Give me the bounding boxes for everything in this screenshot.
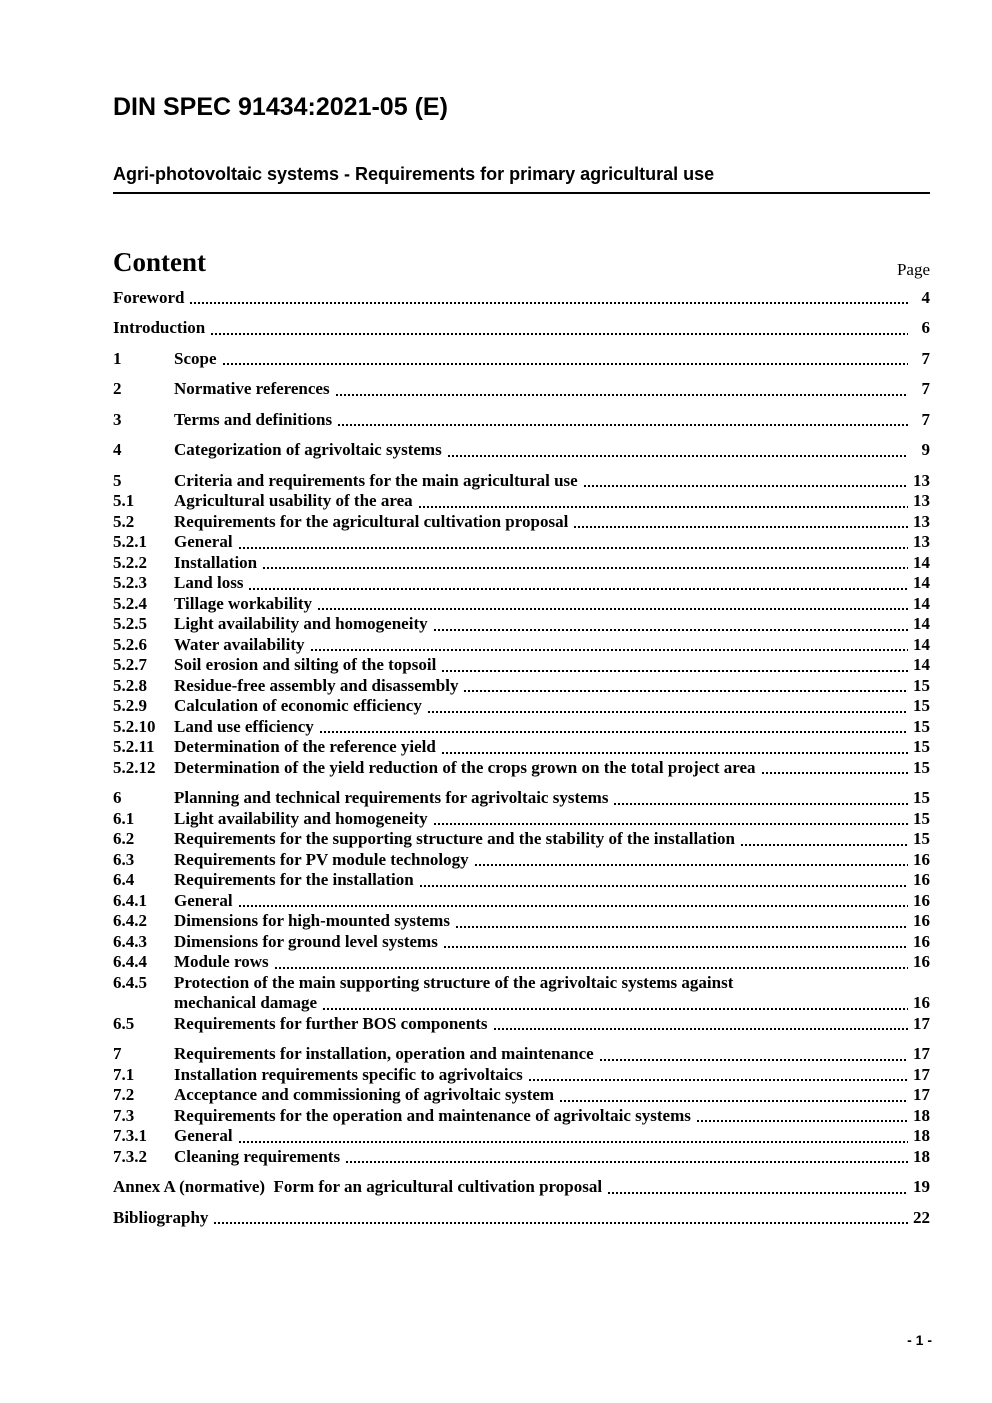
toc-row	[113, 911, 930, 932]
toc-heading: Content	[113, 246, 206, 277]
toc-leader-dots	[762, 772, 908, 774]
toc-entry-number: 5.2.6	[113, 634, 147, 654]
toc-entry-number: 7.3	[113, 1105, 135, 1125]
toc-entry-title: Protection of the main supporting structure of the agrivoltaic systems against	[174, 972, 734, 992]
toc-leader-dots	[190, 302, 908, 304]
toc-entry-page: 16	[913, 952, 930, 972]
toc-entry-title: General	[174, 532, 233, 552]
toc-leader-dots	[560, 1100, 908, 1102]
toc-row	[113, 891, 930, 912]
toc-entry-title: Introduction	[113, 318, 206, 338]
toc-entry-page: 13	[913, 511, 930, 531]
toc-row	[113, 932, 930, 953]
toc-leader-dots	[444, 946, 908, 948]
toc-entry-title: Installation requirements specific to agrivoltaics	[174, 1064, 523, 1084]
toc-entry-page: 9	[921, 440, 930, 460]
toc-row	[113, 1177, 930, 1198]
toc-leader-dots	[420, 885, 908, 887]
toc-entry-page: 7	[921, 409, 930, 429]
toc-entry-number: 6.4.4	[113, 952, 147, 972]
toc-entry-number: 5	[113, 470, 122, 490]
toc-row	[113, 440, 930, 461]
toc-entry-title: Scope	[174, 348, 217, 368]
toc-entry-page: 16	[913, 890, 930, 910]
toc-row	[113, 635, 930, 656]
document-title: DIN SPEC 91434:2021-05 (E)	[113, 93, 448, 121]
toc-row	[113, 870, 930, 891]
toc-row	[113, 553, 930, 574]
toc-entry-page: 15	[913, 737, 930, 757]
toc-entry-number: 5.2.5	[113, 614, 147, 634]
toc-row	[113, 696, 930, 717]
toc-row	[113, 788, 930, 809]
toc-entry-number: 5.2.9	[113, 696, 147, 716]
toc-entry-page: 14	[913, 614, 930, 634]
toc-row	[113, 1044, 930, 1065]
toc-entry-title: Determination of the reference yield	[174, 737, 436, 757]
toc-row	[113, 717, 930, 738]
toc-entry-page: 15	[913, 788, 930, 808]
page-column-label: Page	[896, 259, 930, 279]
toc-entry-number: 7	[113, 1044, 122, 1064]
toc-entry-number: 7.2	[113, 1085, 135, 1105]
toc-entry-number: 6.2	[113, 829, 135, 849]
toc-leader-dots	[608, 1192, 908, 1194]
toc-entry-page: 19	[913, 1177, 930, 1197]
toc-row	[113, 491, 930, 512]
toc-entry-page: 14	[913, 634, 930, 654]
toc-leader-dots	[239, 1141, 908, 1143]
toc-entry-page: 6	[921, 318, 930, 338]
toc-entry-number: 5.2.12	[113, 757, 156, 777]
toc-leader-dots	[239, 905, 908, 907]
toc-leader-dots	[263, 567, 908, 569]
toc-leader-dots	[346, 1161, 908, 1163]
toc-entry-title: Requirements for the supporting structure and the stability of the installation	[174, 829, 736, 849]
toc-list	[113, 288, 930, 1229]
toc-entry-title: Cleaning requirements	[174, 1146, 341, 1166]
toc-entry-title: Dimensions for high-mounted systems	[174, 911, 450, 931]
toc-row	[113, 737, 930, 758]
toc-entry-number: 5.2.4	[113, 593, 147, 613]
toc-leader-dots	[239, 547, 908, 549]
toc-row	[113, 952, 930, 973]
toc-row	[113, 1106, 930, 1127]
toc-entry-page: 17	[913, 1013, 930, 1033]
toc-entry-page: 17	[913, 1064, 930, 1084]
toc-entry-title: Bibliography	[113, 1207, 209, 1227]
toc-entry-number: 5.2.7	[113, 655, 147, 675]
toc-row	[113, 809, 930, 830]
toc-entry-page: 17	[913, 1085, 930, 1105]
toc-entry-title: Water availability	[174, 634, 305, 654]
toc-entry-number: 7.3.1	[113, 1126, 147, 1146]
toc-entry-title: General	[174, 1126, 233, 1146]
toc-row	[113, 379, 930, 400]
toc-row	[113, 1147, 930, 1168]
toc-row	[113, 1085, 930, 1106]
toc-entry-number: 7.1	[113, 1064, 135, 1084]
toc-entry-page: 16	[913, 993, 930, 1013]
toc-entry-title: Requirements for the installation	[174, 870, 414, 890]
toc-entry-title: General	[174, 890, 233, 910]
toc-row	[113, 1126, 930, 1147]
toc-entry-title: Terms and definitions	[174, 409, 333, 429]
toc-entry-title: Foreword	[113, 287, 185, 307]
toc-entry-number: 6.3	[113, 849, 135, 869]
toc-leader-dots	[614, 803, 908, 805]
toc-entry-number: 6.4.1	[113, 890, 147, 910]
toc-row	[113, 532, 930, 553]
toc-row	[113, 288, 930, 309]
toc-leader-dots	[442, 752, 908, 754]
toc-leader-dots	[428, 711, 908, 713]
toc-entry-page: 15	[913, 675, 930, 695]
toc-entry-page: 14	[913, 593, 930, 613]
toc-row	[113, 1208, 930, 1229]
toc-row	[113, 655, 930, 676]
toc-entry-number: 5.2.11	[113, 737, 155, 757]
toc-entry-title: Residue-free assembly and disassembly	[174, 675, 459, 695]
toc-leader-dots	[584, 485, 908, 487]
toc-leader-dots	[456, 926, 908, 928]
toc-leader-dots	[214, 1222, 908, 1224]
toc-leader-dots	[419, 506, 908, 508]
toc-entry-title: Acceptance and commissioning of agrivoltaic system	[174, 1085, 555, 1105]
toc-entry-page: 14	[913, 573, 930, 593]
toc-entry-page: 16	[913, 911, 930, 931]
toc-row	[113, 410, 930, 431]
toc-entry-number: 6	[113, 788, 122, 808]
toc-entry-title: Determination of the yield reduction of the crops grown on the total project area	[174, 757, 756, 777]
toc-leader-dots	[320, 731, 908, 733]
toc-entry-title: Light availability and homogeneity	[174, 614, 428, 634]
toc-leader-dots	[448, 455, 908, 457]
toc-entry-title: Requirements for the operation and maintenance of agrivoltaic systems	[174, 1105, 691, 1125]
toc-entry-number: 5.2	[113, 511, 135, 531]
toc-leader-dots	[249, 588, 908, 590]
toc-entry-page: 14	[913, 655, 930, 675]
toc-entry-title: Requirements for installation, operation and maintenance	[174, 1044, 594, 1064]
document-subtitle: Agri-photovoltaic systems - Requirements for primary agricultural use	[113, 164, 930, 194]
toc-entry-title: Categorization of agrivoltaic systems	[174, 440, 442, 460]
toc-entry-page: 15	[913, 757, 930, 777]
toc-leader-dots	[323, 1008, 908, 1010]
toc-leader-dots	[697, 1120, 908, 1122]
toc-entry-number: 3	[113, 409, 122, 429]
toc-row	[113, 973, 930, 994]
toc-entry-title: Planning and technical requirements for agrivoltaic systems	[174, 788, 609, 808]
toc-entry-page: 16	[913, 870, 930, 890]
toc-row	[113, 594, 930, 615]
toc-row	[113, 1014, 930, 1035]
toc-entry-title: Dimensions for ground level systems	[174, 931, 438, 951]
toc-entry-number: 5.2.10	[113, 716, 156, 736]
toc-entry-page: 7	[921, 379, 930, 399]
toc-entry-number: 5.2.3	[113, 573, 147, 593]
toc-leader-dots	[223, 363, 909, 365]
toc-leader-dots	[464, 690, 908, 692]
toc-leader-dots	[600, 1059, 908, 1061]
toc-entry-number: 5.2.2	[113, 552, 147, 572]
toc-row	[113, 1065, 930, 1086]
toc-entry-title: Requirements for further BOS components	[174, 1013, 488, 1033]
document-content	[113, 92, 930, 1228]
toc-row	[113, 471, 930, 492]
toc-entry-number: 2	[113, 379, 122, 399]
toc-leader-dots	[311, 649, 909, 651]
toc-row	[113, 758, 930, 779]
toc-entry-page: 13	[913, 491, 930, 511]
toc-row	[113, 850, 930, 871]
toc-entry-title: Annex A (normative) Form for an agricultural cultivation proposal	[113, 1177, 603, 1197]
toc-row	[113, 318, 930, 339]
toc-entry-number: 6.4.5	[113, 972, 147, 992]
toc-entry-number: 6.5	[113, 1013, 135, 1033]
toc-entry-number: 5.1	[113, 491, 135, 511]
toc-entry-title: Soil erosion and silting of the topsoil	[174, 655, 437, 675]
toc-entry-page: 7	[921, 348, 930, 368]
toc-entry-page: 13	[913, 470, 930, 490]
toc-entry-number: 4	[113, 440, 122, 460]
toc-entry-page: 18	[913, 1146, 930, 1166]
toc-entry-page: 13	[913, 532, 930, 552]
toc-entry-page: 4	[921, 287, 930, 307]
toc-entry-page: 16	[913, 849, 930, 869]
toc-leader-dots	[434, 823, 908, 825]
toc-row	[113, 573, 930, 594]
toc-row	[113, 512, 930, 533]
toc-entry-page: 15	[913, 716, 930, 736]
toc-leader-dots	[434, 629, 908, 631]
toc-leader-dots	[475, 864, 908, 866]
toc-row	[113, 829, 930, 850]
toc-entry-page: 18	[913, 1126, 930, 1146]
toc-entry-page: 15	[913, 808, 930, 828]
toc-leader-dots	[336, 394, 908, 396]
toc-leader-dots	[211, 333, 908, 335]
toc-entry-number: 7.3.2	[113, 1146, 147, 1166]
toc-leader-dots	[529, 1079, 908, 1081]
toc-entry-page: 18	[913, 1105, 930, 1125]
toc-row	[113, 676, 930, 697]
toc-leader-dots	[442, 670, 908, 672]
toc-entry-title: Tillage workability	[174, 593, 313, 613]
toc-entry-number: 1	[113, 348, 122, 368]
toc-entry-number: 6.4	[113, 870, 135, 890]
toc-entry-title: Requirements for the agricultural cultivation proposal	[174, 511, 569, 531]
toc-entry-title: Calculation of economic efficiency	[174, 696, 422, 716]
toc-entry-number: 6.4.2	[113, 911, 147, 931]
toc-row	[113, 993, 930, 1014]
toc-entry-page: 17	[913, 1044, 930, 1064]
toc-heading-row	[113, 246, 930, 278]
toc-leader-dots	[275, 967, 908, 969]
toc-row	[113, 614, 930, 635]
toc-entry-page: 15	[913, 696, 930, 716]
page-number-footer: - 1 -	[907, 1332, 932, 1348]
toc-entry-number: 6.1	[113, 808, 135, 828]
toc-entry-page: 22	[913, 1207, 930, 1227]
toc-entry-title: Light availability and homogeneity	[174, 808, 428, 828]
toc-entry-title: Module rows	[174, 952, 269, 972]
toc-entry-page: 16	[913, 931, 930, 951]
toc-entry-number: 5.2.1	[113, 532, 147, 552]
toc-entry-title: mechanical damage	[174, 993, 318, 1013]
toc-entry-title: Normative references	[174, 379, 330, 399]
toc-entry-title: Land loss	[174, 573, 244, 593]
toc-leader-dots	[574, 526, 908, 528]
toc-entry-page: 14	[913, 552, 930, 572]
toc-entry-title: Requirements for PV module technology	[174, 849, 469, 869]
toc-entry-number: 5.2.8	[113, 675, 147, 695]
toc-row	[113, 349, 930, 370]
toc-leader-dots	[494, 1028, 908, 1030]
toc-leader-dots	[338, 424, 908, 426]
toc-entry-title: Criteria and requirements for the main agricultural use	[174, 470, 578, 490]
toc-leader-dots	[741, 844, 908, 846]
toc-entry-page: 15	[913, 829, 930, 849]
toc-entry-title: Agricultural usability of the area	[174, 491, 413, 511]
toc-leader-dots	[318, 608, 908, 610]
toc-entry-title: Land use efficiency	[174, 716, 314, 736]
toc-entry-number: 6.4.3	[113, 931, 147, 951]
toc-entry-title: Installation	[174, 552, 258, 572]
